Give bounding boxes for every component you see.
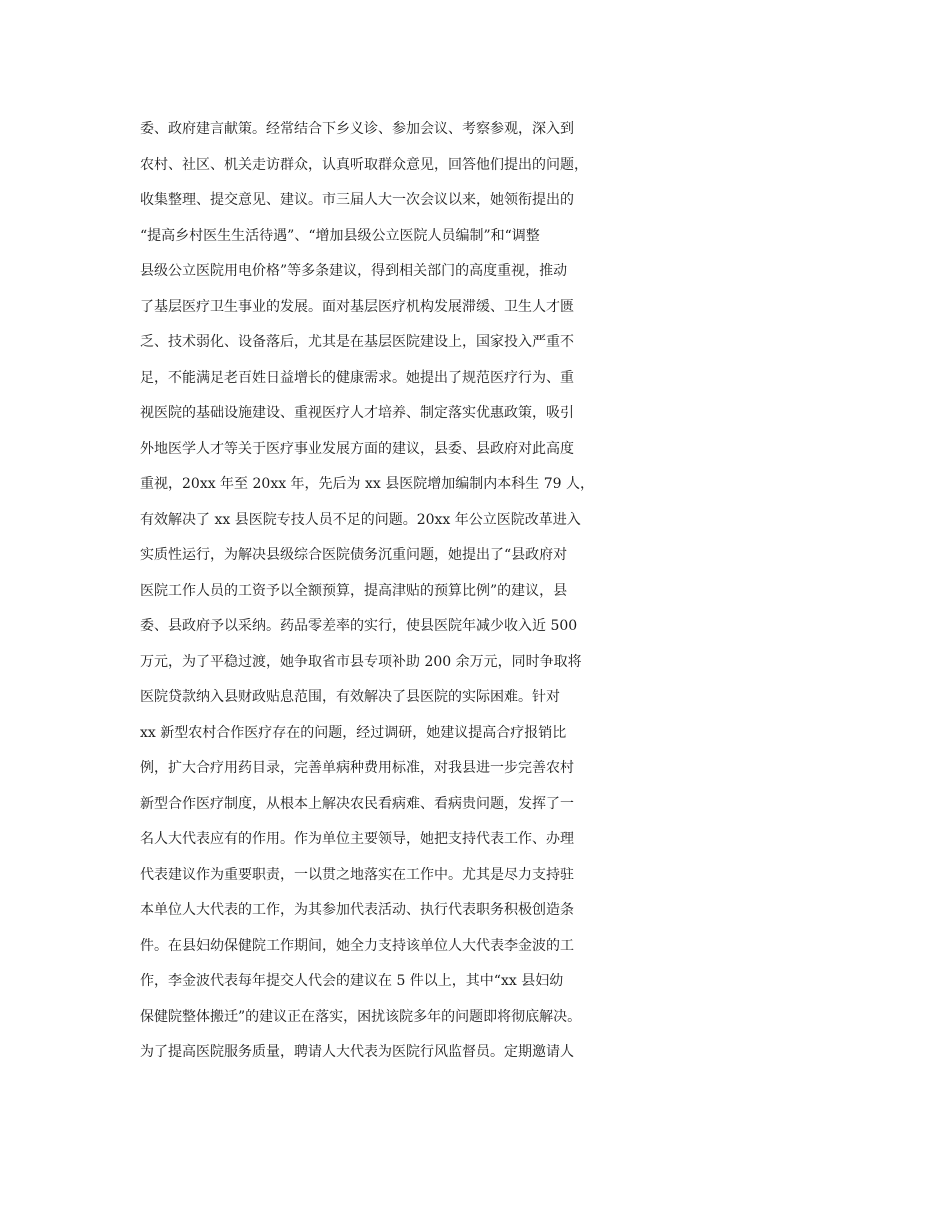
text-line: 作，李金波代表每年提交人代会的建议在 5 件以上，其中“xx 县妇幼 (140, 973, 564, 989)
text-line: 有效解决了 xx 县医院专技人员不足的问题。20xx 年公立医院改革进入 (140, 511, 581, 528)
text-line: xx 新型农村合作医疗存在的问题，经过调研，她建议提高合疗报销比 (140, 724, 567, 741)
text-line: 本单位人大代表的工作，为其参加代表活动、执行代表职务积极创造条 (140, 902, 574, 918)
text-line: 件。在县妇幼保健院工作期间，她全力支持该单位人大代表李金波的工 (140, 937, 574, 954)
text-line: 农村、社区、机关走访群众，认真听取群众意见，回答他们提出的问题， (140, 156, 588, 173)
text-line: 例，扩大合疗用药目录，完善单病种费用标准，对我县进一步完善农村 (140, 760, 574, 776)
text-line: 为了提高医院服务质量，聘请人大代表为医院行风监督员。定期邀请人 (140, 1044, 574, 1060)
text-line: 县级公立医院用电价格”等多条建议，得到相关部门的高度重视，推动 (140, 263, 568, 279)
text-line: 外地医学人才等关于医疗事业发展方面的建议，县委、县政府对此高度 (140, 440, 574, 457)
text-line: 足，不能满足老百姓日益增长的健康需求。她提出了规范医疗行为、重 (140, 369, 574, 386)
text-line: 医院贷款纳入县财政贴息范围，有效解决了县医院的实际困难。针对 (140, 689, 560, 705)
text-line: 实质性运行，为解决县级综合医院债务沉重问题，她提出了“县政府对 (140, 547, 568, 563)
text-line: 委、县政府予以采纳。药品零差率的实行，使县医院年减少收入近 500 (140, 618, 578, 634)
body-text (140, 112, 840, 1071)
text-line: 万元，为了平稳过渡，她争取省市县专项补助 200 余万元，同时争取将 (140, 653, 582, 670)
text-line: 代表建议作为重要职责，一以贯之地落实在工作中。尤其是尽力支持驻 (140, 866, 574, 883)
text-line: 乏、技术弱化、设备落后，尤其是在基层医院建设上，国家投入严重不 (140, 334, 574, 350)
text-line: 新型合作医疗制度，从根本上解决农民看病难、看病贵问题，发挥了一 (140, 795, 574, 812)
text-line: 了基层医疗卫生事业的发展。面对基层医疗机构发展滞缓、卫生人才匮 (140, 298, 574, 315)
text-line: 重视，20xx 年至 20xx 年，先后为 xx 县医院增加编制内本科生 79 人， (140, 476, 594, 492)
text-line: “提高乡村医生生活待遇”、“增加县级公立医院人员编制”和“调整 (140, 227, 540, 244)
text-line: 医院工作人员的工资予以全额预算，提高津贴的预算比例”的建议，县 (140, 582, 568, 599)
text-line: 保健院整体搬迁”的建议正在落实，困扰该院多年的问题即将彻底解决。 (140, 1008, 582, 1025)
text-line: 委、政府建言献策。经常结合下乡义诊、参加会议、考察参观，深入到 (140, 121, 574, 137)
text-line: 视医院的基础设施建设、重视医疗人才培养、制定落实优惠政策，吸引 (140, 405, 574, 421)
text-line: 名人大代表应有的作用。作为单位主要领导，她把支持代表工作、办理 (140, 831, 574, 847)
text-line: 收集整理、提交意见、建议。市三届人大一次会议以来，她领衔提出的 (140, 192, 574, 208)
